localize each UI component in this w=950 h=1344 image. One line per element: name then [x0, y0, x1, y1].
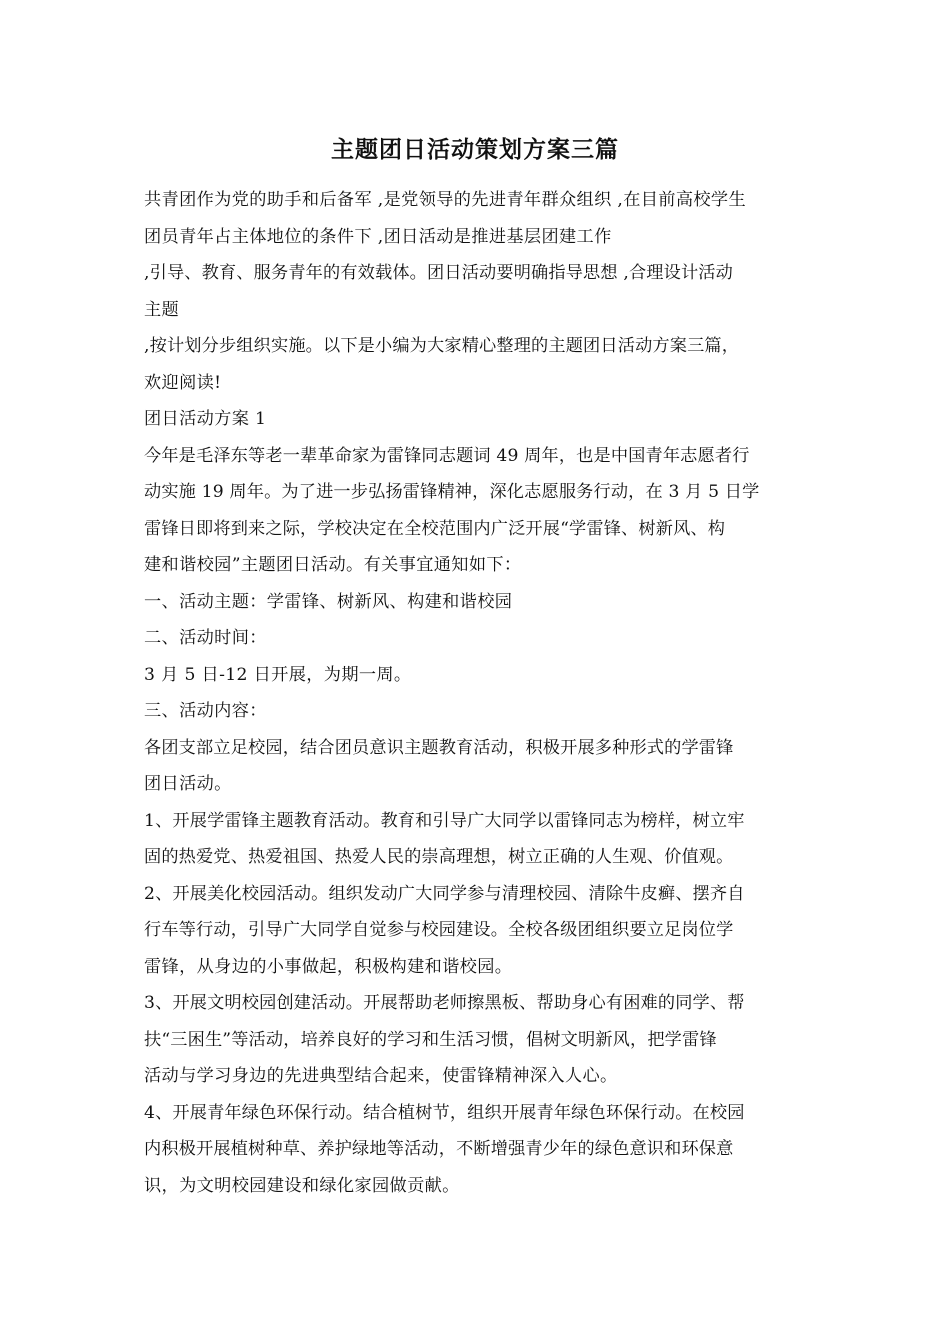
text-line: 团日活动。	[144, 774, 232, 794]
text-line: 活动与学习身边的先进典型结合起来，使雷锋精神深入人心。	[144, 1066, 618, 1086]
text-line: 主题	[144, 299, 180, 320]
text-line: 内积极开展植树种草、养护绿地等活动，不断增强青少年的绿色意识和环保意	[144, 1139, 734, 1159]
text-line: 行车等行动，引导广大同学自觉参与校园建设。全校各级团组织要立足岗位学	[144, 920, 734, 940]
text-line: 动实施 19 周年。为了进一步弘扬雷锋精神，深化志愿服务行动，在 3 月 5 日学	[144, 482, 760, 502]
text-line: 共青团作为党的助手和后备军 ,是党领导的先进青年群众组织 ,在目前高校学生	[144, 190, 746, 210]
text-line: 1、开展学雷锋主题教育活动。教育和引导广大同学以雷锋同志为榜样，树立牢	[144, 810, 745, 831]
document-title: 主题团日活动策划方案三篇	[331, 136, 619, 163]
section-heading: 团日活动方案 1	[144, 409, 267, 429]
text-line: 一、活动主题：学雷锋、树新风、构建和谐校园	[144, 591, 513, 612]
document-body	[144, 182, 812, 1204]
text-line: ,引导、教育、服务青年的有效载体。团日活动要明确指导思想 ,合理设计活动	[144, 263, 733, 283]
text-line: 今年是毛泽东等老一辈革命家为雷锋同志题词 49 周年，也是中国青年志愿者行	[144, 445, 750, 466]
text-line: 4、开展青年绿色环保行动。结合植树节，组织开展青年绿色环保行动。在校园	[144, 1102, 745, 1123]
text-line: 识，为文明校园建设和绿化家园做贡献。	[144, 1175, 460, 1196]
text-line: 团员青年占主体地位的条件下 ,团日活动是推进基层团建工作	[144, 226, 612, 247]
text-line: 各团支部立足校园，结合团员意识主题教育活动，积极开展多种形式的学雷锋	[144, 737, 734, 758]
text-line: 3 月 5 日-12 日开展，为期一周。	[144, 664, 412, 685]
text-line: 三、活动内容：	[144, 701, 267, 721]
text-line: 固的热爱党、热爱祖国、热爱人民的崇高理想，树立正确的人生观、价值观。	[144, 847, 734, 867]
text-line: 雷锋日即将到来之际，学校决定在全校范围内广泛开展“学雷锋、树新风、构	[144, 518, 726, 539]
text-line: 3、开展文明校园创建活动。开展帮助老师擦黑板、帮助身心有困难的同学、帮	[144, 993, 745, 1013]
text-line: 建和谐校园”主题团日活动。有关事宜通知如下：	[144, 555, 522, 575]
text-line: 扶“三困生”等活动，培养良好的学习和生活习惯，倡树文明新风，把学雷锋	[144, 1029, 717, 1050]
text-line: 二、活动时间：	[144, 628, 267, 648]
text-line: 雷锋，从身边的小事做起，积极构建和谐校园。	[144, 956, 513, 977]
text-line: 欢迎阅读!	[144, 372, 222, 393]
text-line: 2、开展美化校园活动。组织发动广大同学参与清理校园、清除牛皮癣、摆齐自	[144, 883, 745, 904]
text-line: ,按计划分步组织实施。以下是小编为大家精心整理的主题团日活动方案三篇，	[144, 336, 740, 356]
